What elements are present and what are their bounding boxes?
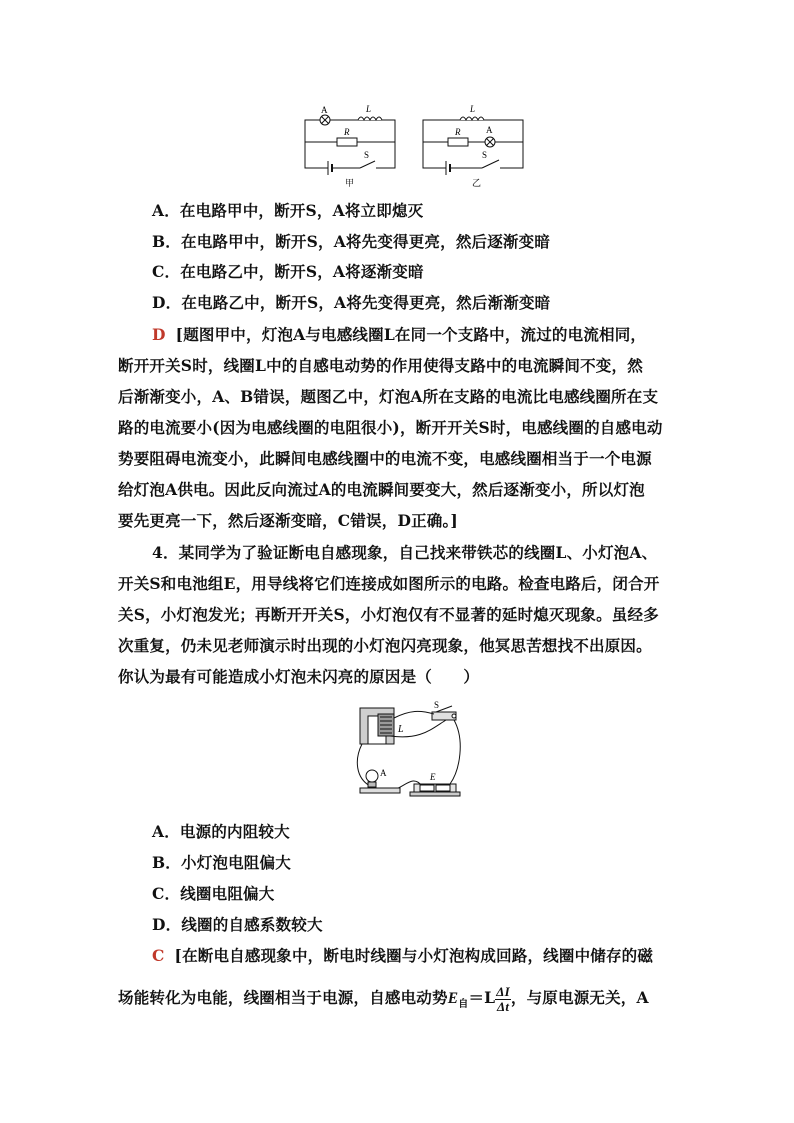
lamp-label-jia: A	[321, 105, 328, 115]
switch-label-jia: S	[364, 150, 370, 160]
q3-explanation-text-1: [题图甲中，灯泡A与电感线圈L在同一个支路中，流过的电流相同，	[175, 325, 647, 344]
q4-option-c: C．线圈电阻偏大	[152, 884, 275, 903]
circuit-figure-jia-yi	[300, 100, 530, 190]
q4-explanation-line-1	[152, 946, 712, 966]
apparatus-inductor-label: L	[398, 724, 404, 735]
emf-subscript: 自	[458, 999, 469, 1011]
q3-explanation-line-6: 给灯泡A供电。因此反向流过A的电流瞬间要变大，然后逐渐变小，所以灯泡	[118, 480, 645, 499]
q4-explanation-text-2b: ，与原电源无关，A	[510, 988, 649, 1007]
circuit-jia	[305, 115, 395, 175]
q3-option-c: C．在电路乙中，断开S，A将逐渐变暗	[152, 262, 424, 281]
apparatus-lamp-label: A	[380, 768, 387, 778]
q4-option-a: A．电源的内阻较大	[152, 822, 290, 841]
q4-explanation-text-2a: 场能转化为电能，线圈相当于电源，自感电动势	[118, 988, 448, 1007]
switch-label-yi: S	[482, 150, 488, 160]
apparatus-battery-label: E	[430, 772, 436, 782]
q3-explanation-line-3: 后渐渐变小，A、B错误，题图乙中，灯泡A所在支路的电流比电感线圈所在支	[118, 387, 659, 406]
q4-stem-line-1: 4．某同学为了验证断电自感现象，自己找来带铁芯的线圈L、小灯泡A、	[152, 543, 658, 562]
q4-explanation-line-2	[118, 982, 678, 1021]
q3-answer-letter: D	[152, 325, 166, 344]
inductor-label-yi: L	[470, 104, 476, 114]
resistor-label-yi: R	[455, 127, 461, 137]
q3-explanation-line-7: 要先更亮一下，然后逐渐变暗，C错误，D正确。]	[118, 511, 458, 530]
q4-stem-line-2: 开关S和电池组E，用导线将它们连接成如图所示的电路。检查电路后，闭合开	[118, 574, 660, 593]
q4-option-b: B．小灯泡电阻偏大	[152, 853, 291, 872]
lamp-label-yi: A	[486, 125, 493, 135]
q3-explanation-line-4: 路的电流要小(因为电感线圈的电阻很小)，断开开关S时，电感线圈的自感电动	[118, 418, 663, 437]
frac-denominator: Δt	[496, 998, 510, 1014]
q3-option-b: B．在电路甲中，断开S，A将先变得更亮，然后逐渐变暗	[152, 232, 551, 251]
inductor-label-jia: L	[366, 104, 372, 114]
q4-stem-line-3: 关S，小灯泡发光；再断开开关S，小灯泡仅有不显著的延时熄灭现象。虽经多	[118, 605, 659, 624]
q3-option-a: A．在电路甲中，断开S，A将立即熄灭	[152, 201, 424, 220]
q3-explanation-line-2: 断开开关S时，线圈L中的自感电动势的作用使得支路中的电流瞬间不变，然	[118, 356, 643, 375]
equals-l: ＝L	[468, 988, 496, 1007]
caption-yi: 乙	[472, 178, 482, 188]
apparatus-figure	[350, 700, 470, 805]
resistor-label-jia: R	[344, 127, 350, 137]
q4-answer-letter: C	[152, 946, 165, 965]
q4-stem-line-4: 次重复，仍未见老师演示时出现的小灯泡闪亮现象，他冥思苦想找不出原因。	[118, 636, 652, 655]
q3-explanation-line-1	[152, 325, 712, 345]
q3-explanation-line-5: 势要阻碍电流变小，此瞬间电感线圈中的电流不变，电感线圈相当于一个电源	[118, 449, 652, 468]
q4-explanation-text-1: [在断电自感现象中，断电时线圈与小灯泡构成回路，线圈中储存的磁	[174, 946, 654, 965]
q3-option-d: D．在电路乙中，断开S，A将先变得更亮，然后渐渐变暗	[152, 293, 551, 312]
circuit-yi	[423, 117, 523, 175]
delta-i-over-delta-t	[495, 985, 511, 1014]
caption-jia: 甲	[345, 178, 355, 188]
q4-stem-line-5: 你认为最有可能造成小灯泡未闪亮的原因是（ ）	[118, 667, 480, 686]
emf-symbol: E	[447, 990, 459, 1007]
frac-numerator: ΔI	[496, 983, 510, 999]
apparatus-switch-label: S	[434, 700, 440, 710]
q4-option-d: D．线圈的自感系数较大	[152, 915, 323, 934]
